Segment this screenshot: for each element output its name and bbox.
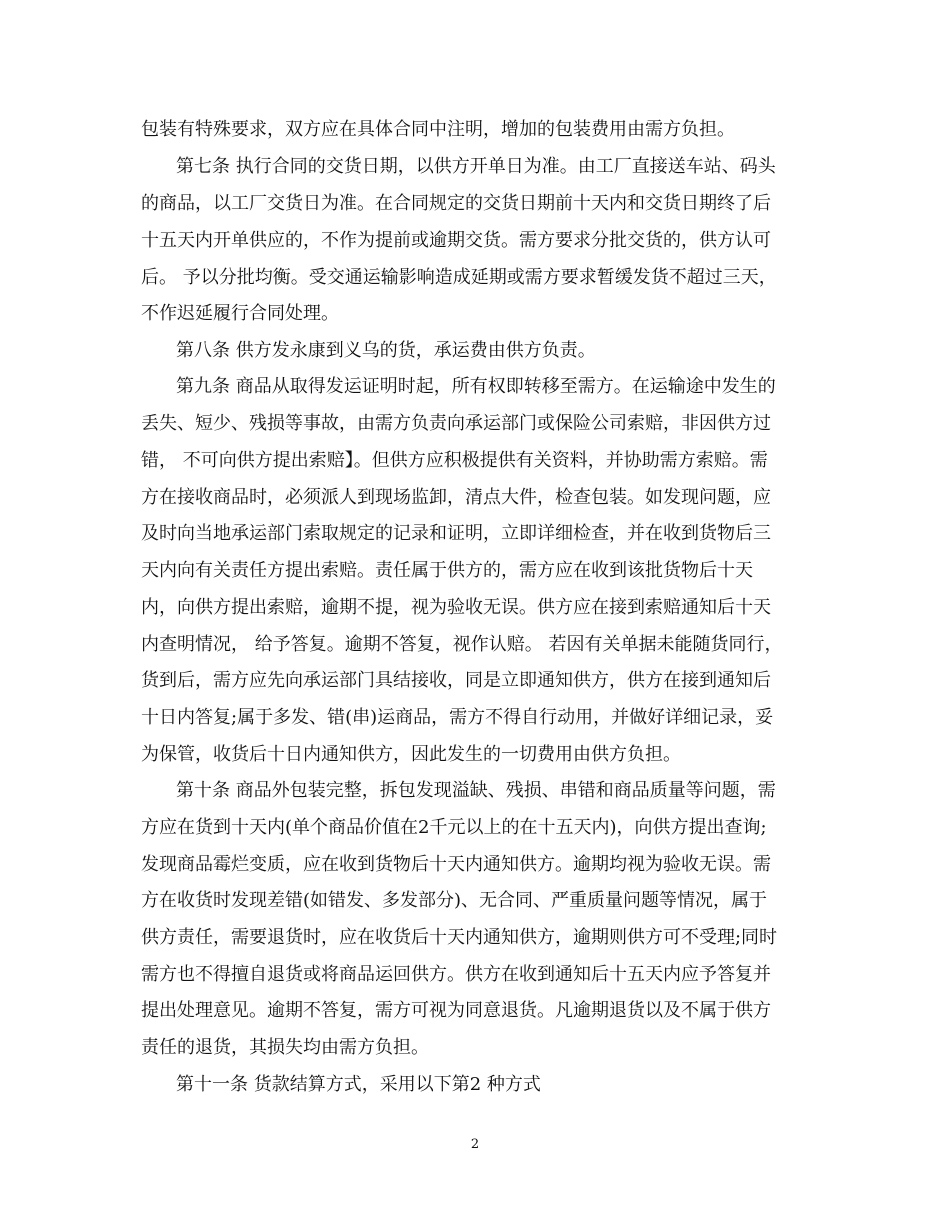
text-line: 第九条 商品从取得发运证明时起，所有权即转移至需方。在运输途中发生的	[176, 376, 776, 397]
text-line: 方在接收商品时，必须派人到现场监卸，清点大件，检查包装。如发现问题，应	[141, 487, 771, 508]
text-line: 方应在货到十天内(单个商品价值在2千元以上的在十五天内)，向供方提出查询;	[141, 817, 767, 838]
text-line: 包装有特殊要求，双方应在具体合同中注明，增加的包装费用由需方负担。	[141, 119, 735, 140]
text-line: 提出处理意见。逾期不答复，需方可视为同意退货。凡逾期退货以及不属于供方	[141, 1000, 771, 1021]
text-line: 责任的退货，其损失均由需方负担。	[141, 1037, 429, 1058]
text-line: 丢失、短少、残损等事故，由需方负责向承运部门或保险公司索赔，非因供方过	[141, 413, 771, 434]
page-number: 2	[470, 1137, 480, 1152]
text-line: 第七条 执行合同的交货日期，以供方开单日为准。由工厂直接送车站、码头	[176, 156, 776, 177]
text-line: 第十条 商品外包装完整，拆包发现溢缺、残损、串错和商品质量等问题，需	[176, 780, 776, 801]
text-line: 十日内答复;属于多发、错(串)运商品，需方不得自行动用，并做好详细记录，妥	[141, 707, 774, 728]
text-line: 及时向当地承运部门索取规定的记录和证明，立即详细检查，并在收到货物后三	[141, 523, 771, 544]
text-line: 内，向供方提出索赔，逾期不提，视为验收无误。供方应在接到索赔通知后十天	[141, 597, 771, 618]
text-line: 后。 予以分批均衡。受交通运输影响造成延期或需方要求暂缓发货不超过三天，	[141, 267, 777, 288]
text-line: 错， 不可向供方提出索赔】。但供方应积极提供有关资料，并协助需方索赔。需	[141, 450, 768, 471]
text-line: 第八条 供方发永康到义乌的货，承运费由供方负责。	[176, 340, 596, 361]
text-line: 为保管，收货后十日内通知供方，因此发生的一切费用由供方负担。	[141, 744, 681, 765]
text-line: 货到后，需方应先向承运部门具结接收，同是立即通知供方，供方在接到通知后	[141, 670, 771, 691]
text-line: 的商品，以工厂交货日为准。在合同规定的交货日期前十天内和交货日期终了后	[141, 193, 771, 214]
text-line: 天内向有关责任方提出索赔。责任属于供方的，需方应在收到该批货物后十天	[141, 560, 753, 581]
text-line: 十五天内开单供应的，不作为提前或逾期交货。需方要求分批交货的，供方认可	[141, 230, 771, 251]
text-line: 内查明情况， 给予答复。逾期不答复，视作认赔。 若因有关单据未能随货同行，	[141, 634, 783, 655]
text-line: 需方也不得擅自退货或将商品运回供方。供方在收到通知后十五天内应予答复并	[141, 964, 771, 985]
text-line: 发现商品霉烂变质，应在收到货物后十天内通知供方。逾期均视为验收无误。需	[141, 854, 771, 875]
text-line: 第十一条 货款结算方式，采用以下第2 种方式	[176, 1074, 541, 1095]
text-line: 不作迟延履行合同处理。	[141, 303, 339, 324]
text-line: 供方责任，需要退货时，应在收货后十天内通知供方，逾期则供方可不受理;同时	[141, 927, 778, 948]
text-line: 方在收货时发现差错(如错发、多发部分)、无合同、严重质量问题等情况，属于	[141, 890, 768, 911]
